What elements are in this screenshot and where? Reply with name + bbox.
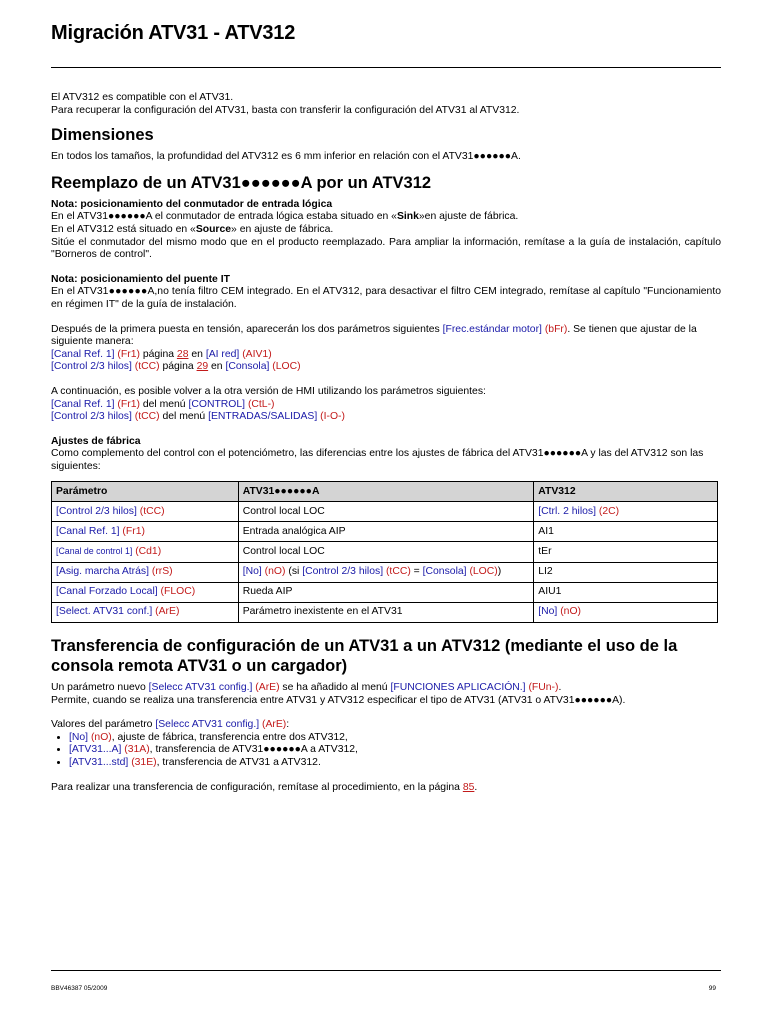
table-cell <box>52 522 239 542</box>
transferencia-p2: Permite, cuando se realiza una transferencia entre ATV31 y ATV312 especificar el tipo de ATV31 (ATV31 o ATV31●●●●●●A). <box>51 694 626 706</box>
text: Valores del parámetro <box>51 719 156 731</box>
param-name: [Ctrl. 2 hilos] <box>538 505 597 517</box>
param-consola: [Consola] <box>225 361 270 373</box>
table-header-row <box>52 482 718 502</box>
nota1-l1c: »en ajuste de fábrica. <box>418 211 519 223</box>
text: Para realizar una transferencia de configuración, remítase al procedimiento, en la página <box>51 781 463 793</box>
param-name: [Asig. marcha Atrás] <box>56 566 149 578</box>
text: . <box>474 781 478 793</box>
param-control-2-3-hilos: [Control 2/3 hilos] <box>51 411 132 423</box>
text-en: en <box>208 361 226 373</box>
nota1-sink: Sink <box>396 211 419 223</box>
content <box>51 92 721 794</box>
param-code: (rrS) <box>151 566 173 578</box>
text-pagina: página <box>139 348 177 360</box>
nota1-l2c: » en ajuste de fábrica. <box>231 223 334 235</box>
param-name: [Select. ATV31 conf.] <box>56 606 153 618</box>
param-name: [No] <box>242 566 262 578</box>
param-canal-ref-1: [Canal Ref. 1] <box>51 398 115 410</box>
table-cell <box>52 502 239 522</box>
despues-a: Después de la primera puesta en tensión, aparecerán los dos parámetros siguientes <box>51 323 443 335</box>
table-row <box>52 563 718 583</box>
code-ctl: (CtL-) <box>247 398 275 410</box>
menu-entradas-salidas: [ENTRADAS/SALIDAS] <box>208 411 318 423</box>
code-are: (ArE) <box>262 719 287 731</box>
ajustes-title: Ajustes de fábrica <box>51 435 141 447</box>
param-name: [No] <box>69 731 89 743</box>
page-link-29[interactable]: 29 <box>196 361 209 373</box>
code-aiv1: (AIV1) <box>242 348 272 360</box>
page-title: Migración ATV31 - ATV312 <box>51 22 296 44</box>
list-item <box>69 744 721 757</box>
param-name: [Control 2/3 hilos] <box>56 505 137 517</box>
text: Un parámetro nuevo <box>51 682 149 694</box>
text-close-paren: ) <box>497 566 502 578</box>
table-row <box>52 603 718 623</box>
nota1-l2a: En el ATV312 está situado en « <box>51 223 196 235</box>
param-selecc-atv31-config: [Selecc ATV31 config.] <box>155 719 260 731</box>
param-code: (2C) <box>598 505 620 517</box>
param-code: (tCC) <box>385 566 411 578</box>
despues-b: . Se tienen que ajustar de la siguiente manera: <box>51 323 697 348</box>
param-selecc-atv31-config: [Selecc ATV31 config.] <box>148 682 253 694</box>
param-name: [Canal Ref. 1] <box>56 525 120 537</box>
text: , ajuste de fábrica, transferencia entre dos ATV312, <box>111 731 348 743</box>
table-header: Parámetro <box>52 482 239 502</box>
text-del-menu: del menú <box>159 411 209 423</box>
menu-control: [CONTROL] <box>188 398 246 410</box>
heading-transferencia: Transferencia de configuración de un ATV31 a un ATV312 (mediante el uso de la consola remota ATV31 o un cargador) <box>51 637 678 676</box>
list-item <box>69 757 721 770</box>
param-code: (31A) <box>124 744 150 756</box>
param-canal-ref-1: [Canal Ref. 1] <box>51 348 115 360</box>
nota2-title: Nota: posicionamiento del puente IT <box>51 273 230 285</box>
heading-reemplazo: Reemplazo de un ATV31●●●●●●A por un ATV312 <box>51 173 432 192</box>
param-code: (nO) <box>90 731 112 743</box>
nota1-source: Source <box>195 223 232 235</box>
footer-doc-ref: BBV46387 05/2009 <box>51 985 108 992</box>
table-cell <box>534 603 718 623</box>
text-pagina: página <box>159 361 197 373</box>
nota1-line-1 <box>51 211 721 224</box>
continuacion-text: A continuación, es posible volver a la otra versión de HMI utilizando los parámetros siguientes: <box>51 385 486 397</box>
param-code: (nO) <box>264 566 286 578</box>
nota2-text: En el ATV31●●●●●●A,no tenía filtro CEM integrado. En el ATV312, para desactivar el filtro CEM integrado, remítase al capítulo "Funcionamiento en régimen IT" de la guía de instalación. <box>51 286 721 310</box>
code-bfr: (bFr) <box>544 323 568 335</box>
code-are: (ArE) <box>255 682 280 694</box>
table-cell: Entrada analógica AIP <box>238 522 534 542</box>
valores-list <box>51 732 721 770</box>
param-code: (LOC) <box>469 566 498 578</box>
code-tcc: (tCC) <box>134 361 160 373</box>
page-link-85[interactable]: 85 <box>462 781 475 793</box>
table-row <box>52 522 718 542</box>
text: se ha añadido al menú <box>279 682 391 694</box>
table-cell <box>52 542 239 563</box>
list-item <box>69 732 721 745</box>
transferencia-p1 <box>51 682 721 695</box>
continuacion-line-1 <box>51 399 721 412</box>
code-io: (I-O-) <box>320 411 345 423</box>
valores-intro <box>51 719 721 732</box>
table-cell <box>52 563 239 583</box>
param-name: [Control 2/3 hilos] <box>302 566 384 578</box>
table-cell: tEr <box>534 542 718 563</box>
table-cell: Rueda AIP <box>238 583 534 603</box>
table-cell <box>238 563 534 583</box>
nota1-line-3: Sitúe el conmutador del mismo modo que en el producto reemplazado. Para ampliar la información, remítase a la guía de instalación, capítulo "Borneros de control". <box>51 236 721 261</box>
param-control-2-3-hilos: [Control 2/3 hilos] <box>51 361 132 373</box>
table-row <box>52 542 718 563</box>
code-fr1: (Fr1) <box>117 348 140 360</box>
text-si: (si <box>285 566 303 578</box>
param-name: [Consola] <box>422 566 467 578</box>
code-fr1: (Fr1) <box>117 398 140 410</box>
param-code: (Cd1) <box>135 546 162 558</box>
nota1-line-2 <box>51 224 721 237</box>
text: , transferencia de ATV31 a ATV312. <box>156 757 321 769</box>
table-cell <box>52 603 239 623</box>
intro-line-1: El ATV312 es compatible con el ATV31. <box>51 92 234 103</box>
bottom-rule <box>51 970 721 971</box>
param-code: (Fr1) <box>122 525 145 537</box>
param-code: (tCC) <box>139 505 165 517</box>
table-cell: Parámetro inexistente en el ATV31 <box>238 603 534 623</box>
table-cell: Control local LOC <box>238 542 534 563</box>
table-row <box>52 583 718 603</box>
code-tcc: (tCC) <box>134 411 160 423</box>
param-ai-red: [AI red] <box>205 348 240 360</box>
param-frec-estandar: [Frec.estándar motor] <box>442 323 542 335</box>
factory-settings-table <box>51 481 718 623</box>
table-header: ATV312 <box>534 482 718 502</box>
table-row <box>52 502 718 522</box>
heading-dimensiones: Dimensiones <box>51 126 154 145</box>
code-loc: (LOC) <box>272 361 301 373</box>
param-name: [ATV31...std] <box>69 757 129 769</box>
param-name: [No] <box>538 606 558 618</box>
menu-funciones-aplicacion: [FUNCIONES APLICACIÓN.] <box>390 682 526 694</box>
text-equals: = <box>410 566 423 578</box>
table-cell: AIU1 <box>534 583 718 603</box>
param-name: [Canal de control 1] <box>56 546 133 557</box>
text: , transferencia de ATV31●●●●●●A a ATV312, <box>149 744 358 756</box>
nota1-title: Nota: posicionamiento del conmutador de entrada lógica <box>51 198 333 210</box>
param-code: (31E) <box>131 757 157 769</box>
table-cell <box>52 583 239 603</box>
param-name: [Canal Forzado Local] <box>56 586 158 598</box>
param-code: (FLOC) <box>160 586 196 598</box>
dimensiones-text: En todos los tamaños, la profundidad del ATV312 es 6 mm inferior en relación con el ATV31●●●●●●A. <box>51 151 521 163</box>
table-cell: Control local LOC <box>238 502 534 522</box>
despues-line-1 <box>51 349 721 362</box>
final-paragraph <box>51 782 721 795</box>
ajustes-text: Como complemento del control con el potenciómetro, las diferencias entre los ajustes de fábrica del ATV31●●●●●●A y las del ATV312 son las siguientes: <box>51 448 704 472</box>
intro-line-2: Para recuperar la configuración del ATV31, basta con transferir la configuración del ATV31 al ATV312. <box>51 104 520 116</box>
param-code: (ArE) <box>155 606 180 618</box>
table-header: ATV31●●●●●●A <box>238 482 534 502</box>
page-number: 99 <box>708 985 716 992</box>
text: : <box>286 719 290 731</box>
table-cell: LI2 <box>534 563 718 583</box>
text-en: en <box>188 348 206 360</box>
code-fun: (FUn-) <box>528 682 559 694</box>
table-cell <box>534 502 718 522</box>
nota1-l1a: En el ATV31●●●●●●A el conmutador de entrada lógica estaba situado en « <box>51 211 397 223</box>
continuacion-line-2 <box>51 411 721 424</box>
param-name: [ATV31...A] <box>69 744 122 756</box>
table-cell: AI1 <box>534 522 718 542</box>
page-link-28[interactable]: 28 <box>176 348 189 360</box>
despues-line-2 <box>51 361 721 374</box>
top-rule <box>51 67 721 68</box>
param-code: (nO) <box>560 606 582 618</box>
text-del-menu: del menú <box>139 398 189 410</box>
despues-paragraph <box>51 324 721 349</box>
text: . <box>558 682 562 694</box>
